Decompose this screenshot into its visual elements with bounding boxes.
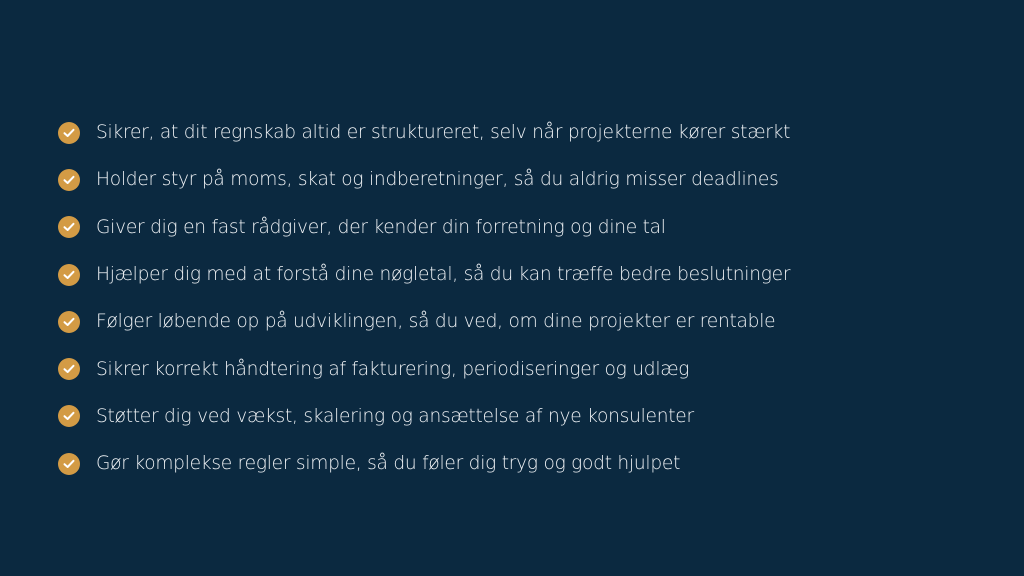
list-item — [58, 393, 790, 440]
list-item — [58, 345, 790, 392]
list-item — [58, 440, 790, 487]
list-item — [58, 109, 790, 156]
list-item — [58, 204, 790, 251]
list-item-text: Sikrer korrekt håndtering af fakturering, periodiseringer og udlæg — [96, 358, 690, 380]
list-item-text: Sikrer, at dit regnskab altid er struktureret, selv når projekterne kører stærkt — [96, 122, 791, 144]
list-item — [58, 156, 790, 203]
list-item-text: Støtter dig ved vækst, skalering og ansættelse af nye konsulenter — [96, 405, 694, 427]
list-item — [58, 251, 790, 298]
list-item-text: Følger løbende op på udviklingen, så du ved, om dine projekter er rentable — [96, 311, 776, 333]
check-circle-icon — [58, 264, 80, 286]
check-circle-icon — [58, 311, 80, 333]
check-circle-icon — [58, 169, 80, 191]
list-item-text: Holder styr på moms, skat og indberetninger, så du aldrig misser deadlines — [96, 169, 779, 191]
benefits-list — [58, 109, 790, 487]
list-item-text: Giver dig en fast rådgiver, der kender din forretning og dine tal — [96, 216, 666, 238]
list-item-text: Gør komplekse regler simple, så du føler dig tryg og godt hjulpet — [96, 453, 681, 475]
list-item — [58, 298, 790, 345]
check-circle-icon — [58, 453, 80, 475]
check-circle-icon — [58, 358, 80, 380]
list-item-text: Hjælper dig med at forstå dine nøgletal, så du kan træffe bedre beslutninger — [96, 264, 791, 286]
check-circle-icon — [58, 216, 80, 238]
check-circle-icon — [58, 122, 80, 144]
check-circle-icon — [58, 405, 80, 427]
